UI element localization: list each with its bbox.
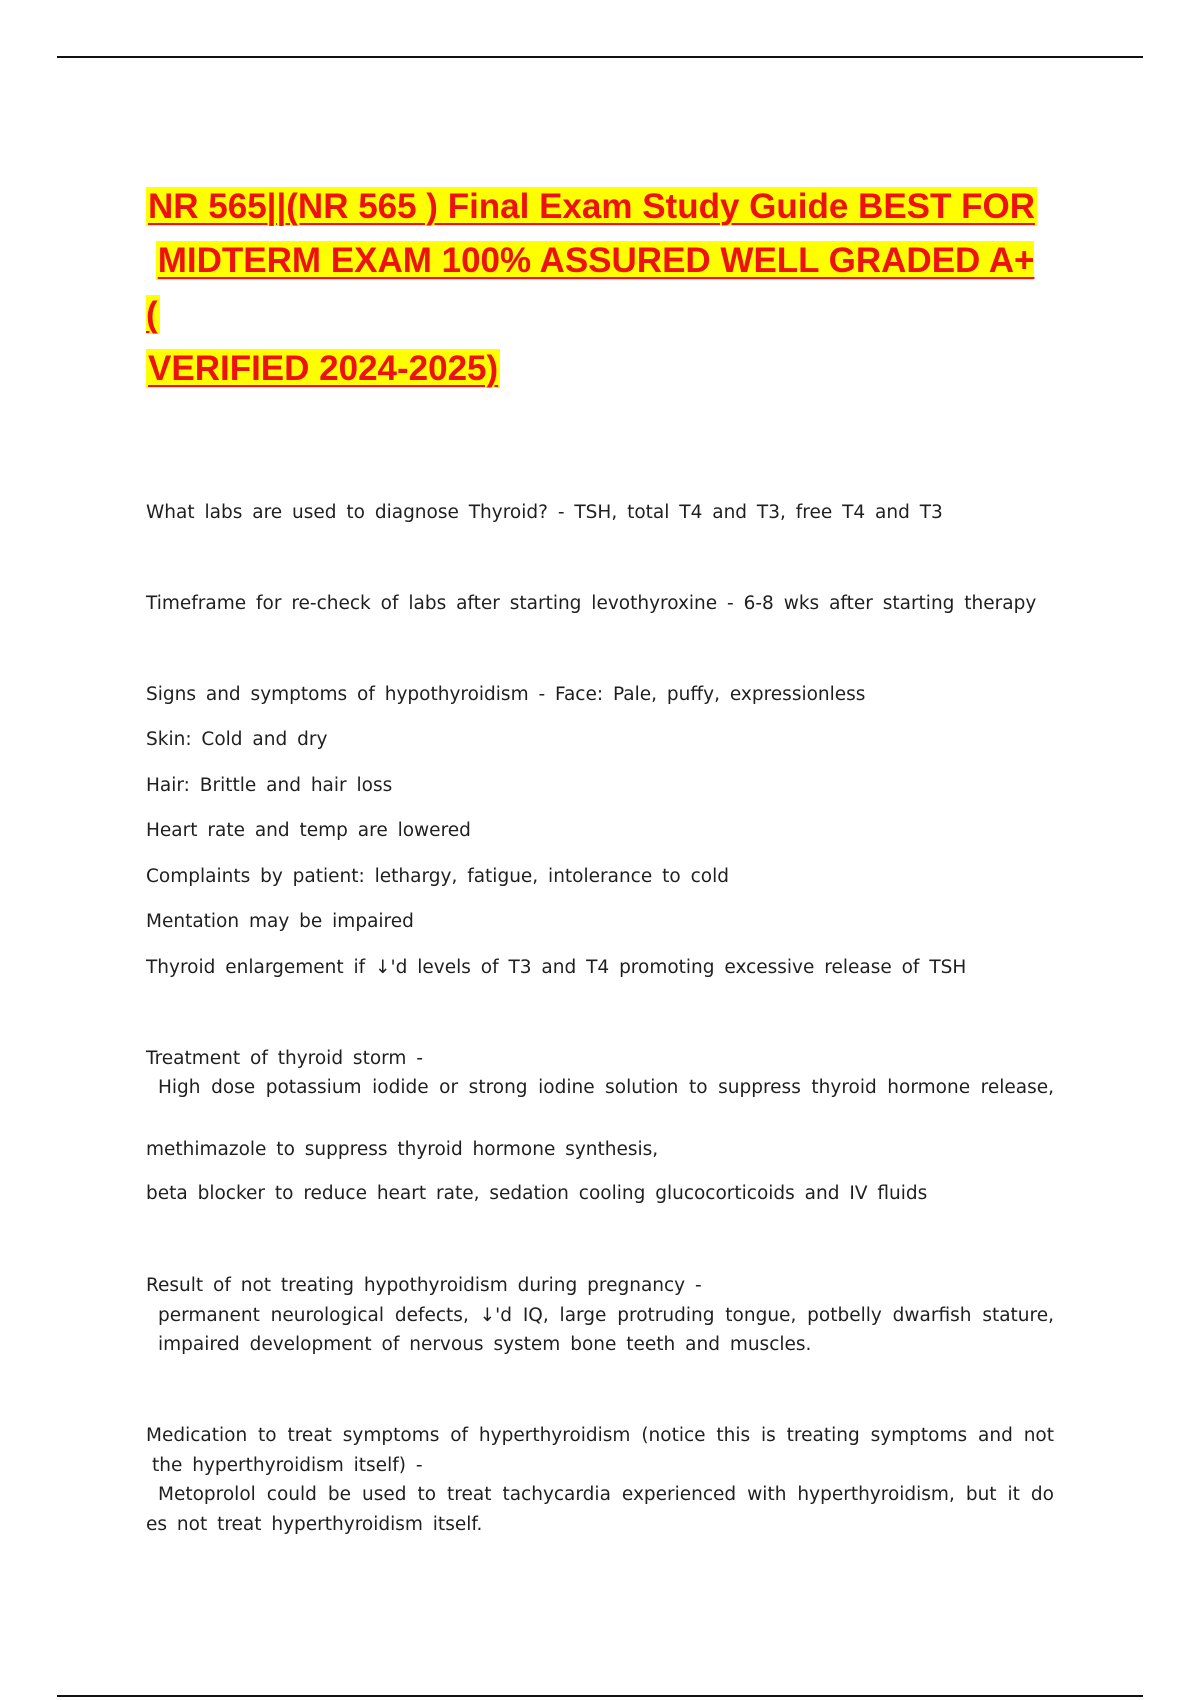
- hyperthyroid-answer-1: Metoprolol could be used to treat tachycardia experienced with hyperthyroidism, but it do: [158, 1484, 1054, 1505]
- qa-hyperthyroid-medication: Medication to treat symptoms of hyperthyroidism (notice this is treating symptoms and not: [146, 1425, 1054, 1446]
- qa-hypothyroid-signs: Signs and symptoms of hypothyroidism - Face: Pale, puffy, expressionless: [146, 684, 866, 705]
- symptom-complaints: Complaints by patient: lethargy, fatigue, intolerance to cold: [146, 866, 729, 887]
- hyperthyroid-answer-2: es not treat hyperthyroidism itself.: [146, 1514, 483, 1535]
- thyroid-storm-answer-3: beta blocker to reduce heart rate, sedation cooling glucocorticoids and IV fluids: [146, 1183, 928, 1204]
- title-line-1: NR 565||(NR 565 ) Final Exam Study Guide BEST FOR: [148, 187, 1035, 226]
- symptom-heart-rate: Heart rate and temp are lowered: [146, 820, 471, 841]
- qa-thyroid-storm: Treatment of thyroid storm -: [146, 1048, 424, 1069]
- symptom-skin: Skin: Cold and dry: [146, 729, 328, 750]
- thyroid-storm-answer-1: High dose potassium iodide or strong iodine solution to suppress thyroid hormone release,: [158, 1077, 1054, 1098]
- title-line-2: MIDTERM EXAM 100% ASSURED WELL GRADED A+ (: [146, 241, 1035, 334]
- bottom-rule: [57, 1695, 1143, 1697]
- symptom-hair: Hair: Brittle and hair loss: [146, 775, 393, 796]
- pregnancy-answer-1: permanent neurological defects, ↓'d IQ, large protruding tongue, potbelly dwarfish stature,: [158, 1305, 1054, 1326]
- qa-levothyroxine-recheck: Timeframe for re-check of labs after starting levothyroxine - 6-8 wks after starting therapy: [146, 593, 1037, 614]
- thyroid-storm-answer-2: methimazole to suppress thyroid hormone synthesis,: [146, 1139, 659, 1160]
- hyperthyroid-question-cont: the hyperthyroidism itself) -: [152, 1455, 423, 1476]
- qa-pregnancy-hypothyroidism: Result of not treating hypothyroidism during pregnancy -: [146, 1275, 702, 1296]
- symptom-thyroid-enlargement: Thyroid enlargement if ↓'d levels of T3 and T4 promoting excessive release of TSH: [146, 957, 967, 978]
- symptom-mentation: Mentation may be impaired: [146, 911, 414, 932]
- pregnancy-answer-2: impaired development of nervous system bone teeth and muscles.: [158, 1334, 812, 1355]
- top-rule: [57, 56, 1143, 58]
- title-line-3: VERIFIED 2024-2025): [148, 349, 499, 388]
- qa-labs-thyroid: What labs are used to diagnose Thyroid? - TSH, total T4 and T3, free T4 and T3: [146, 502, 943, 523]
- document-title: [146, 180, 1056, 396]
